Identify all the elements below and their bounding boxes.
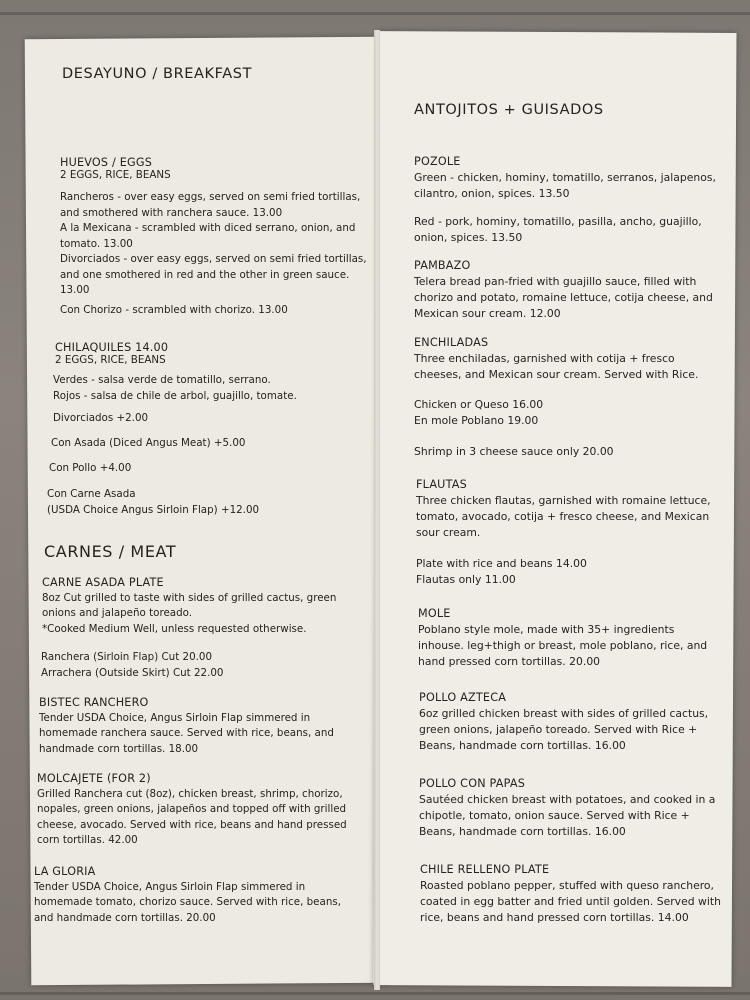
chilaquiles-section <box>55 340 168 368</box>
molcajete-item <box>37 771 347 849</box>
mole-item <box>418 606 707 670</box>
item-line: cheese, avocado. Served with rice, beans and hand pressed <box>37 818 347 831</box>
pambazo-heading: PAMBAZO <box>414 259 471 272</box>
item-line: Verdes - salsa verde de tomatillo, serrano. <box>53 374 271 386</box>
enchiladas-prices <box>414 397 543 429</box>
papas-heading: POLLO CON PAPAS <box>419 777 525 790</box>
menu-fold <box>374 30 380 990</box>
item-line: hand pressed corn tortillas. 20.00 <box>418 655 601 668</box>
item-line: Tender USDA Choice, Angus Sirloin Flap simmered in <box>39 711 311 724</box>
item-line: Beans, handmade corn tortillas. 16.00 <box>419 739 626 752</box>
item-line: En mole Poblano 19.00 <box>414 414 539 427</box>
breakfast-title: DESAYUNO / BREAKFAST <box>62 66 253 82</box>
item-line: chorizo and potato, romaine lettuce, cotija cheese, and <box>414 291 713 304</box>
mole-heading: MOLE <box>418 607 451 620</box>
item-line: cilantro, onion, spices. 13.50 <box>414 187 570 200</box>
chilaquiles-heading: CHILAQUILES 14.00 <box>55 341 169 354</box>
enchiladas-heading: ENCHILADAS <box>414 336 489 349</box>
table-grain <box>0 12 750 15</box>
item-line: (USDA Choice Angus Sirloin Flap) +12.00 <box>47 503 260 516</box>
item-line: Ranchera (Sirloin Flap) Cut 20.00 <box>41 651 212 663</box>
item-line: Three enchiladas, garnished with cotija + fresco <box>414 352 675 365</box>
item-line: Chicken or Queso 16.00 <box>414 398 544 411</box>
item-line: A la Mexicana - scrambled with diced serrano, onion, and <box>60 222 356 234</box>
relleno-item <box>420 862 721 926</box>
gloria-item <box>34 864 341 926</box>
bistec-heading: BISTEC RANCHERO <box>39 696 149 709</box>
item-line: tomato. 13.00 <box>60 237 133 250</box>
item-line: Rancheros - over easy eggs, served on semi fried tortillas, <box>60 191 361 203</box>
pozole-item <box>414 154 716 202</box>
item-line: Grilled Ranchera cut (8oz), chicken breast, shrimp, chorizo, <box>37 787 343 800</box>
item-line: and smothered with ranchera sauce. 13.00 <box>60 206 283 219</box>
item-line: Con Carne Asada <box>47 488 136 500</box>
item-line: handmade corn tortillas. 18.00 <box>39 742 199 755</box>
item-line: inhouse. leg+thigh or breast, mole poblano, rice, and <box>418 639 708 652</box>
rancheros-item <box>60 190 360 252</box>
flautas-prices <box>416 556 587 588</box>
papas-item <box>419 776 715 840</box>
carne-asada-item <box>42 575 336 637</box>
item-line: Three chicken flautas, garnished with romaine lettuce, <box>416 494 711 507</box>
item-line: Roasted poblano pepper, stuffed with queso ranchero, <box>420 879 714 892</box>
carne-addon <box>47 487 259 518</box>
item-line: *Cooked Medium Well, unless requested otherwise. <box>42 622 307 635</box>
item-line: Tender USDA Choice, Angus Sirloin Flap simmered in <box>34 880 306 893</box>
huevos-section <box>60 155 171 183</box>
bistec-item <box>39 695 334 757</box>
item-line: onions and jalapeño toreado. <box>42 607 193 619</box>
item-line: corn tortillas. 42.00 <box>37 834 138 846</box>
chorizo-item: Con Chorizo - scrambled with chorizo. 13.00 <box>60 304 288 316</box>
divorciados-item <box>60 252 367 299</box>
item-line: 8oz Cut grilled to taste with sides of grilled cactus, green <box>42 591 337 604</box>
carne-asada-heading: CARNE ASADA PLATE <box>42 576 164 589</box>
shrimp-item: Shrimp in 3 cheese sauce only 20.00 <box>414 445 614 458</box>
item-line: Poblano style mole, made with 35+ ingredients <box>418 623 675 636</box>
chilaquiles-sub: 2 EGGS, RICE, BEANS <box>55 353 166 366</box>
item-line: Beans, handmade corn tortillas. 16.00 <box>419 825 626 838</box>
molcajete-heading: MOLCAJETE (FOR 2) <box>37 772 151 785</box>
pambazo-item <box>414 258 713 322</box>
item-line: Arrachera (Outside Skirt) Cut 22.00 <box>41 666 224 679</box>
item-line: 6oz grilled chicken breast with sides of grilled cactus, <box>419 707 709 720</box>
huevos-heading: HUEVOS / EGGS <box>60 156 153 169</box>
item-line: and handmade corn tortillas. 20.00 <box>34 911 216 924</box>
item-line: Red - pork, hominy, tomatillo, pasilla, ancho, guajillo, <box>414 215 702 228</box>
item-line: cheeses, and Mexican sour cream. Served with Rice. <box>414 368 699 381</box>
item-line: coated in egg batter and fried until golden. Served with <box>420 895 721 908</box>
huevos-sub: 2 EGGS, RICE, BEANS <box>60 168 171 181</box>
item-line: Mexican sour cream. 12.00 <box>414 307 561 320</box>
chilaquiles-styles <box>53 373 297 404</box>
item-line: 13.00 <box>60 284 90 296</box>
item-line: rice, beans and hand pressed corn tortillas. 14.00 <box>420 911 689 924</box>
table-grain <box>0 992 750 995</box>
item-line: green onions, jalapeño toreado. Served with Rice + <box>419 723 698 736</box>
flautas-item <box>416 477 711 541</box>
flautas-heading: FLAUTAS <box>416 478 467 491</box>
pozole-red <box>414 214 702 246</box>
relleno-heading: CHILE RELLENO PLATE <box>420 863 550 876</box>
azteca-item <box>419 690 708 754</box>
azteca-heading: POLLO AZTECA <box>419 691 507 704</box>
pozole-heading: POZOLE <box>414 155 461 168</box>
item-line: Flautas only 11.00 <box>416 573 516 586</box>
item-line: and one smothered in red and the other in green sauce. <box>60 268 350 281</box>
pollo-addon: Con Pollo +4.00 <box>49 462 132 474</box>
item-line: onion, spices. 13.50 <box>414 231 523 244</box>
gloria-heading: LA GLORIA <box>34 865 96 878</box>
asada-addon: Con Asada (Diced Angus Meat) +5.00 <box>51 437 246 449</box>
meat-title: CARNES / MEAT <box>44 542 177 561</box>
item-line: Sautéed chicken breast with potatoes, and cooked in a <box>419 793 716 806</box>
item-line: chipotle, tomato, onion sauce. Served with Rice + <box>419 809 690 822</box>
item-line: Rojos - salsa de chile de arbol, guajillo, tomate. <box>53 389 297 402</box>
carne-asada-prices <box>41 650 223 681</box>
item-line: Green - chicken, hominy, tomatillo, serranos, jalapenos, <box>414 171 716 184</box>
item-line: Telera bread pan-fried with guajillo sauce, filled with <box>414 275 697 288</box>
antojitos-title: ANTOJITOS + GUISADOS <box>414 102 604 118</box>
enchiladas-item <box>414 335 698 383</box>
item-line: nopales, green onions, jalapeños and topped off with grilled <box>37 803 347 815</box>
item-line: sour cream. <box>416 526 481 539</box>
item-line: homemade ranchera sauce. Served with rice, beans, and <box>39 727 334 739</box>
item-line: homemade tomato, chorizo sauce. Served with rice, beans, <box>34 896 341 908</box>
divorciados-addon: Divorciados +2.00 <box>53 412 149 424</box>
item-line: tomato, avocado, cotija + fresco cheese, and Mexican <box>416 510 710 523</box>
item-line: Divorciados - over easy eggs, served on semi fried tortillas, <box>60 253 367 265</box>
item-line: Plate with rice and beans 14.00 <box>416 557 587 570</box>
